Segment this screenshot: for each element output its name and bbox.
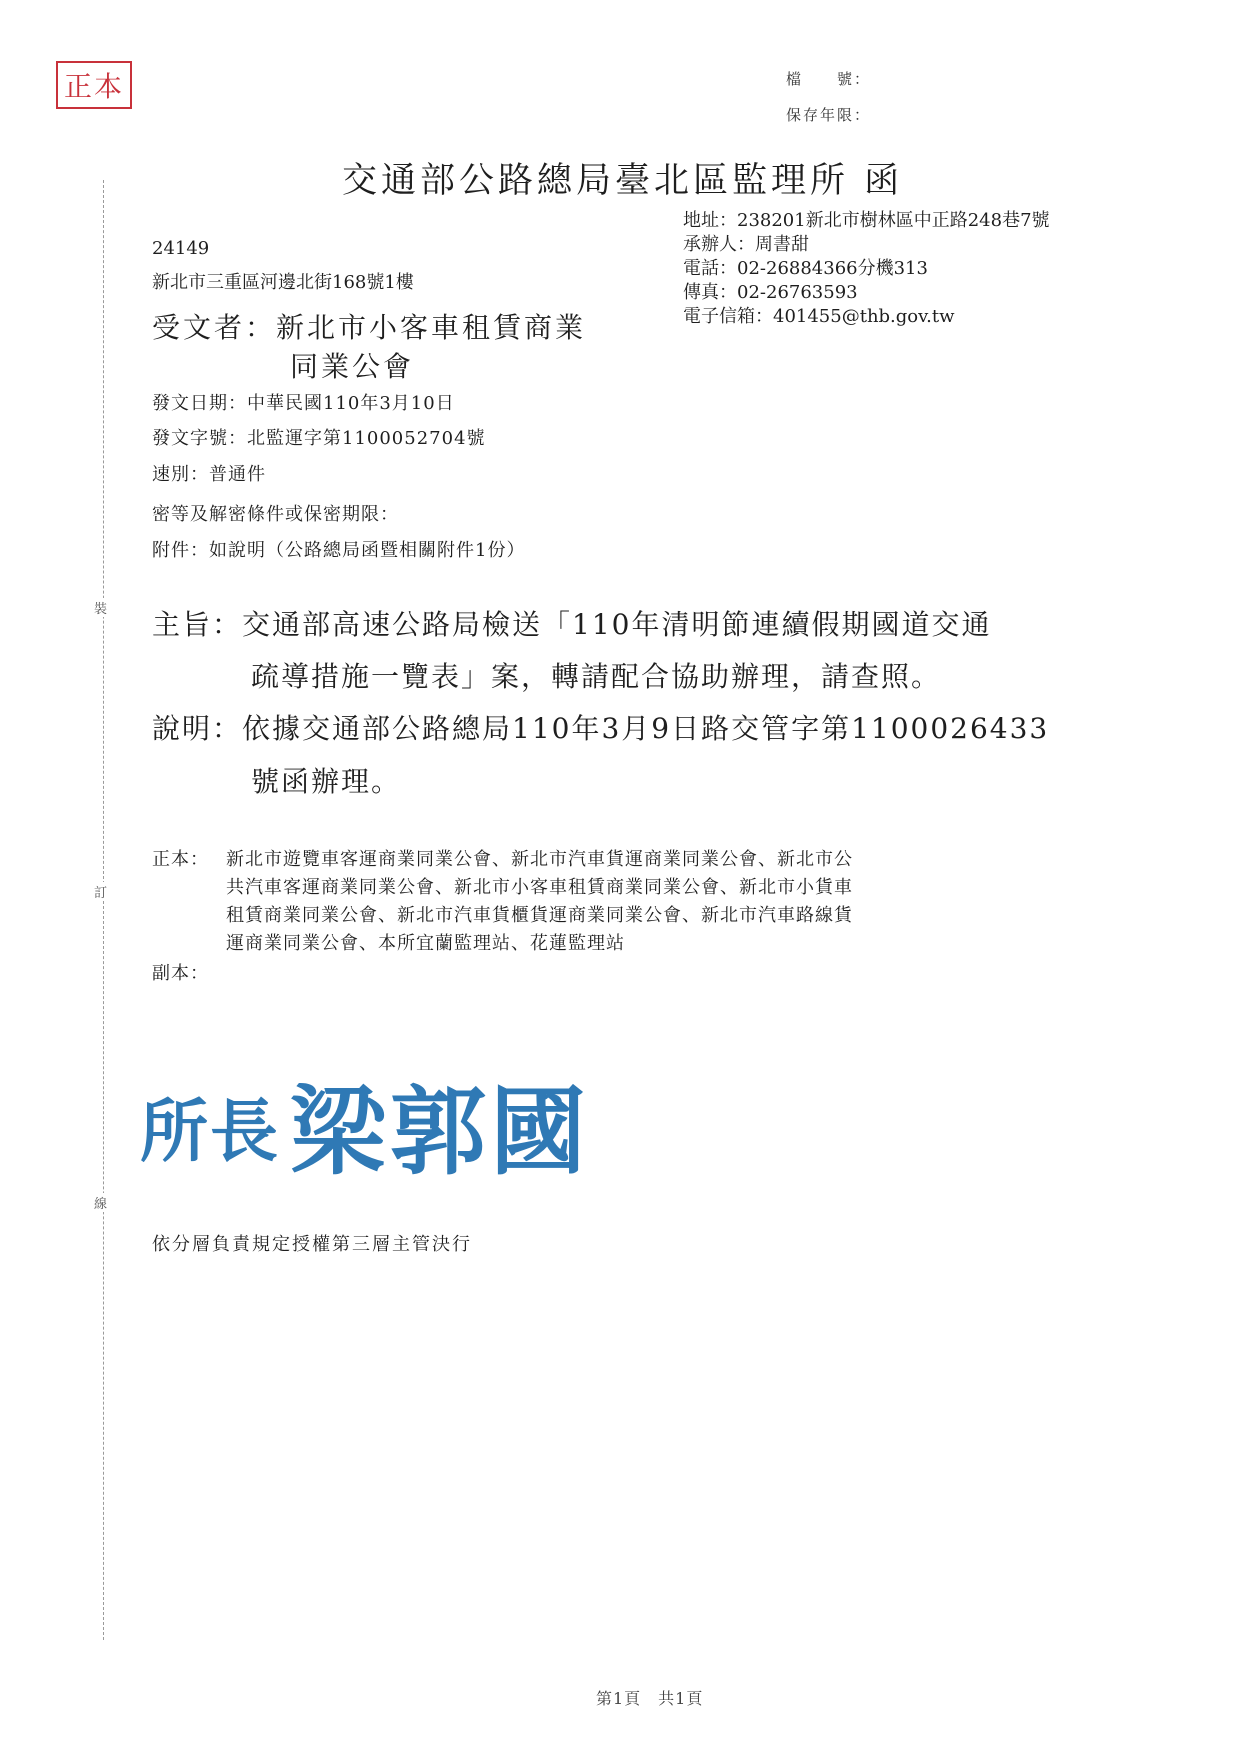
copy-recipients-label: 副本：: [152, 963, 209, 984]
original-recipients-line: 運商業同業公會、本所宜蘭監理站、花蓮監理站: [226, 933, 625, 954]
original-recipients-line: 共汽車客運商業同業公會、新北市小客車租賃商業同業公會、新北市小貨車: [226, 877, 853, 898]
svg-text:梁郭國: 梁郭國: [290, 1075, 590, 1188]
binding-mark: 線: [94, 1193, 107, 1212]
delivery-speed: 速別：普通件: [152, 464, 266, 485]
subject-line-2: 疏導措施一覽表」案，轉請配合協助辦理，請查照。: [251, 660, 942, 693]
retention-label: 保存年限：: [786, 106, 872, 124]
contact-address: 地址：238201新北市樹林區中正路248巷7號: [683, 210, 1050, 231]
document-number: 發文字號：北監運字第1100052704號: [152, 428, 486, 449]
contact-fax: 傳真：02-26763593: [683, 282, 858, 303]
authorization-note: 依分層負責規定授權第三層主管決行: [152, 1234, 472, 1255]
contact-email: 電子信箱：401455@thb.gov.tw: [683, 306, 955, 327]
original-recipients-line: 租賃商業同業公會、新北市汽車貨櫃貨運商業同業公會、新北市汽車路線貨: [226, 905, 853, 926]
contact-phone: 電話：02-26884366分機313: [683, 258, 928, 279]
director-signature: [140, 1060, 660, 1190]
issue-date: 發文日期：中華民國110年3月10日: [152, 393, 455, 414]
postal-code: 24149: [152, 238, 210, 259]
explanation-line-2: 號函辦理。: [251, 765, 402, 798]
recipient-address: 新北市三重區河邊北街168號1樓: [152, 272, 414, 293]
svg-text:所長: 所長: [140, 1092, 281, 1172]
binding-mark: 訂: [94, 882, 107, 901]
binding-mark: 裝: [94, 598, 107, 617]
contact-handler: 承辦人：周書甜: [683, 234, 809, 255]
original-recipients-label: 正本：: [152, 849, 209, 870]
original-recipients-line: 新北市遊覽車客運商業同業公會、新北市汽車貨運商業同業公會、新北市公: [226, 849, 853, 870]
page-number: 第1頁 共1頁: [596, 1689, 704, 1708]
recipient-label: 受文者：新北市小客車租賃商業: [152, 311, 587, 344]
recipient-label-cont: 同業公會: [290, 350, 415, 383]
original-recipients: [226, 846, 853, 958]
secrecy-level: 密等及解密條件或保密期限：: [152, 504, 399, 525]
original-stamp: 正本: [56, 61, 132, 109]
subject-line-1: 主旨：交通部高速公路局檢送「110年清明節連續假期國道交通: [152, 608, 992, 641]
binding-line: [103, 180, 104, 1640]
contact-block: [683, 209, 1050, 329]
attachment: 附件：如說明（公路總局函暨相關附件1份）: [152, 540, 526, 561]
file-number-label: 檔 號：: [786, 70, 872, 88]
document-title: 交通部公路總局臺北區監理所 函: [342, 161, 904, 201]
explanation-line-1: 說明：依據交通部公路總局110年3月9日路交管字第1100026433: [152, 712, 1050, 745]
